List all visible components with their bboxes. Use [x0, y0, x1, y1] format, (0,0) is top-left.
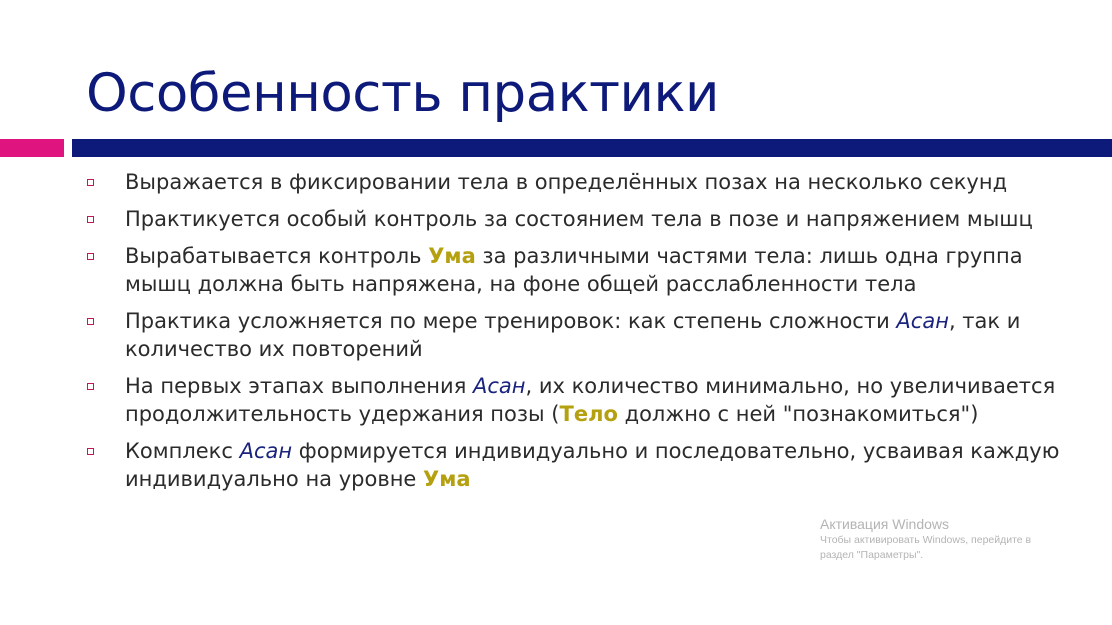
slide-title: Особенность практики	[86, 63, 719, 124]
bullet-item	[0, 372, 1112, 428]
bullet-item	[0, 168, 1112, 196]
highlighted-keyword: Ума	[428, 244, 476, 268]
highlighted-keyword: Ума	[423, 467, 471, 491]
bullet-item	[0, 205, 1112, 233]
windows-activation-watermark	[820, 515, 1031, 563]
square-bullet-icon	[87, 318, 94, 325]
bullet-item	[0, 242, 1112, 298]
bullet-item	[0, 437, 1112, 493]
bullet-text: Комплекс	[125, 439, 240, 463]
italic-keyword: Асан	[896, 309, 949, 333]
bullet-text: Практикуется особый контроль за состоянием тела в позе и напряжением мышц	[125, 207, 1033, 231]
highlighted-keyword: Тело	[559, 402, 618, 426]
square-bullet-icon	[87, 179, 94, 186]
bullet-text: Выражается в фиксировании тела в определённых позах на несколько секунд	[125, 170, 1008, 194]
bullet-text: Практика усложняется по мере тренировок: как степень сложности	[125, 309, 897, 333]
bullet-text: , их количество минимально, но увеличивается продолжительность удержания позы (	[125, 374, 1056, 426]
bullet-text: На первых этапах выполнения	[125, 374, 473, 398]
watermark-title: Активация Windows	[820, 516, 950, 532]
italic-keyword: Асан	[473, 374, 526, 398]
watermark-line-1: Чтобы активировать Windows, перейдите в	[820, 534, 1032, 546]
italic-keyword: Асан	[239, 439, 293, 463]
square-bullet-icon	[87, 253, 94, 260]
bullet-item	[0, 307, 1112, 363]
bullet-text: за различными частями тела: лишь одна группа мышц должна быть напряжена, на фоне общей расслабленности тела	[125, 244, 1023, 296]
bullet-text: Вырабатывается контроль	[125, 244, 429, 268]
bullet-text: формируется индивидуально и последовательно, усваивая каждую индивидуально на уровне	[125, 439, 1060, 491]
bullet-text: должно с ней "познакомиться")	[617, 402, 979, 426]
bullet-list	[0, 168, 1112, 502]
square-bullet-icon	[87, 216, 94, 223]
square-bullet-icon	[87, 383, 94, 390]
bullet-text: , так и количество их повторений	[125, 309, 1021, 361]
watermark-line-2: раздел "Параметры".	[820, 549, 924, 561]
title-accent-bar	[0, 139, 64, 157]
title-underline-bar	[72, 139, 1112, 157]
square-bullet-icon	[87, 448, 94, 455]
